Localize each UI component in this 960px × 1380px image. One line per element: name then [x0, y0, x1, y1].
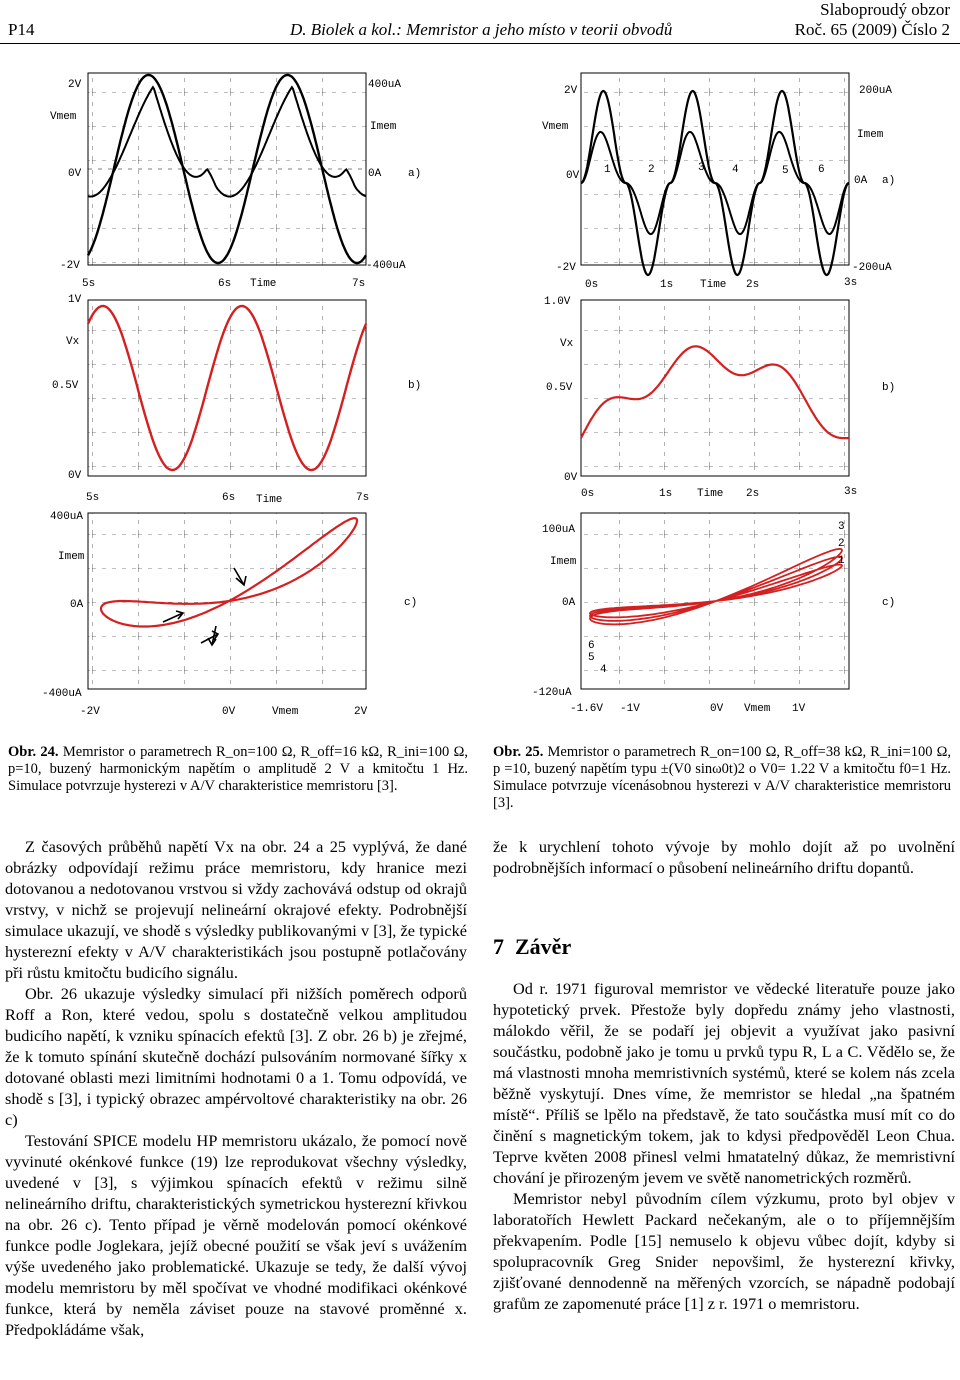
- fig24-b-bot: 0V: [68, 470, 82, 482]
- fig25-b-t2: 1s: [659, 488, 673, 500]
- fig25-b-top: 1.0V: [544, 296, 571, 308]
- fig25-c-n4: 4: [600, 664, 607, 676]
- fig24-a-itop: 400uA: [368, 79, 402, 91]
- fig25-c-x4: 1V: [792, 703, 806, 715]
- fig25-a-tag: a): [882, 175, 896, 187]
- fig25-b-name: Vx: [560, 338, 574, 350]
- section-heading: 7 Závěr: [493, 934, 572, 959]
- fig24-b-tname: Time: [256, 494, 283, 506]
- fig25-a-itop: 200uA: [859, 85, 893, 97]
- running-title: D. Biolek a kol.: Memristor a jeho místo v teorii obvodů: [290, 20, 673, 39]
- fig25-a-t2: 1s: [660, 279, 674, 291]
- fig25-a-t3: 2s: [746, 279, 760, 291]
- fig24-a-tname: Time: [250, 278, 277, 290]
- fig25-a-vbot: -2V: [556, 262, 576, 274]
- fig24-c-tag: c): [404, 597, 418, 609]
- fig24-b-name: Vx: [66, 336, 80, 348]
- fig25-a-vname: Vmem: [542, 121, 569, 133]
- fig24-a-vbot: -2V: [60, 260, 80, 272]
- fig25-c-x1: -1.6V: [570, 703, 604, 715]
- fig24-b-t1: 5s: [86, 492, 100, 504]
- figure-24: [0, 58, 470, 728]
- fig25-a-tname: Time: [700, 279, 727, 291]
- fig25-panel-a: [542, 73, 895, 291]
- fig25-a-n3: 3: [698, 162, 705, 174]
- fig24-c-bot: -400uA: [42, 688, 82, 700]
- page-header: [0, 0, 960, 44]
- fig25-a-n6: 6: [818, 164, 825, 176]
- fig25-b-tag: b): [882, 382, 896, 394]
- fig25-a-n5: 5: [782, 165, 789, 177]
- page-number: P14: [8, 20, 35, 39]
- caption-fig24: [8, 744, 468, 795]
- right-paragraph-2: Od r. 1971 figuroval memristor ve vědecké literatuře pouze jako hypotetický prvek. Přestože byly dopředu známy jeho vlastnosti, málokdo věřil, že se podaří jej objevit a využívat jako pasivní součástku, podobně jako je tomu u prvků typu R, L a C. Vědělo se, že má vlastnosti mnoha memristivních systémů, které se kolem nás zcela běžně vyskytují. Dnes víme, že memristor se hledal „na špatném místě“. Příliš se lpělo na představě, že tato součástka musí mít co do činění s magnetickým tokem, jak to kdysi předpověděl Leon Chua. Teprve květen 2008 přinesl velmi hmatatelný důkaz, že memristivní chování je přirozeným jevem ve světě nanometrických rozměrů.: [493, 979, 955, 1187]
- fig25-a-t1: 0s: [585, 279, 599, 291]
- fig25-c-n6: 6: [588, 640, 595, 652]
- fig24-b-tag: b): [408, 380, 422, 392]
- fig24-a-ibot: -400uA: [366, 260, 406, 272]
- fig25-c-mid: 0A: [562, 597, 576, 609]
- fig25-c-xname: Vmem: [744, 703, 771, 715]
- fig24-panel-c: [42, 511, 417, 718]
- fig25-a-vmid: 0V: [566, 170, 580, 182]
- fig24-a-t1: 5s: [82, 278, 96, 290]
- fig25-c-name: Imem: [550, 556, 577, 568]
- fig25-c-x3: 0V: [710, 703, 724, 715]
- fig24-a-vmid: 0V: [68, 168, 82, 180]
- fig25-c-tag: c): [882, 597, 896, 609]
- caption-fig24-label: Obr. 24.: [8, 744, 59, 760]
- fig25-b-t1: 0s: [581, 488, 595, 500]
- left-column: [5, 836, 467, 1340]
- caption-fig24-text: Memristor o parametrech R_on=100 Ω, R_off=16 kΩ, R_ini=100 Ω, p=10, buzený harmonickým napětím o amplitudě 2 V a kmitočtu 1 Hz. Simulace potvrzuje hysterezi v A/V charakteristice memristoru [3].: [8, 744, 469, 794]
- right-column-2: [493, 978, 955, 1314]
- left-paragraph-3: Testování SPICE modelu HP memristoru ukázalo, že pomocí nově vyvinuté okénkové funkce (19) lze reprodukovat všechny výsledky, uvedené v [3], s výjimkou spínacích efektů v režimu silně nelineárního driftu, charakteristických symetrickou hysterezní křivkou na obr. 26 c). Tento případ je věrně modelován pomocí okénkové funkce podle Joglekara, jejíž obecné použití se však jeví s uvážením výše uvedeného jako problematické. Ukazuje se tedy, že další vývoj modelu memristoru by měl spočívat ve vhodné modifikaci okénkové funkce, která by neměla záviset pouze na stavové proměnné x. Předpokládáme však,: [5, 1131, 467, 1339]
- fig24-a-tag: a): [408, 168, 422, 180]
- fig25-c-x2: -1V: [620, 703, 640, 715]
- fig24-a-vtop: 2V: [68, 79, 82, 91]
- journal-name: Slaboproudý obzor: [820, 0, 950, 19]
- fig24-c-top: 400uA: [50, 511, 84, 523]
- fig25-c-n2: 2: [838, 538, 845, 550]
- fig25-a-n4: 4: [732, 164, 739, 176]
- fig25-a-vtop: 2V: [564, 85, 578, 97]
- fig24-a-imid: 0A: [368, 168, 382, 180]
- journal-issue: Roč. 65 (2009) Číslo 2: [794, 20, 950, 39]
- fig24-c-x1: -2V: [80, 706, 100, 718]
- left-paragraph-2: Obr. 26 ukazuje výsledky simulací při nižších poměrech odporů Roff a Ron, které vedou, spolu s dostatečně velkou amplitudou budicího napětí, k vzniku spínacích efektů [3]. Z obr. 26 b) je zřejmé, že k tomuto spínání skutečně dochází pulsováním normované šířky x dotované oblasti mezi limitními hodnotami 0 a 1. Tomu odpovídá, ve shodě s [3], i typický obrazec ampérvoltové charakteristiky na obr. 26 c): [5, 984, 467, 1129]
- fig25-b-bot: 0V: [564, 472, 578, 484]
- fig25-a-t4: 3s: [844, 277, 858, 289]
- fig24-b-t2: 6s: [222, 492, 236, 504]
- fig25-b-mid: 0.5V: [546, 382, 573, 394]
- fig24-b-mid: 0.5V: [52, 380, 79, 392]
- fig25-a-imid: 0A: [854, 175, 868, 187]
- right-paragraph-3: Memristor nebyl původním cílem výzkumu, proto byl objev v laboratořích Hewlett Packard nečekaným, ale o to příjemnějším překvapením. Podle [15] nemuselo k objevu vůbec dojít, kdyby si spolupracovník Greg Snider nepovšiml, že hysterezní křivky, zjišťované dennodenně na měřených vzorcích, se nápadně podobají grafům ze zapomenuté práce [1] z r. 1971 o memristoru.: [493, 1189, 955, 1313]
- fig24-a-t3: 7s: [352, 278, 366, 290]
- fig25-c-top: 100uA: [542, 524, 576, 536]
- fig24-a-t2: 6s: [218, 278, 232, 290]
- fig24-b-top: 1V: [68, 294, 82, 306]
- fig25-c-n3: 3: [838, 521, 845, 533]
- figure-25: [484, 58, 960, 728]
- fig25-c-n1: 1: [838, 555, 845, 567]
- fig24-c-xname: Vmem: [272, 706, 299, 718]
- caption-fig25: [493, 744, 951, 812]
- fig25-a-n2: 2: [648, 164, 655, 176]
- fig25-a-iname: Imem: [857, 129, 884, 141]
- fig25-a-n1: 1: [604, 164, 611, 176]
- right-paragraph-1: že k urychlení tohoto vývoje by mohlo dojít až po uvolnění podrobnějších informací o působení nelineárního driftu dopantů.: [493, 837, 955, 877]
- right-column: [493, 836, 955, 878]
- fig24-panel-a: [50, 73, 421, 290]
- fig24-c-mid: 0A: [70, 599, 84, 611]
- fig24-c-x2: 0V: [222, 706, 236, 718]
- caption-fig25-label: Obr. 25.: [493, 744, 544, 760]
- fig25-b-t4: 3s: [844, 486, 858, 498]
- fig25-a-ibot: -200uA: [852, 262, 892, 274]
- left-paragraph-1: Z časových průběhů napětí Vx na obr. 24 a 25 vyplývá, že dané obrázky odpovídají režimu práce memristoru, kdy hranice mezi dotovanou a nedotovanou vrstvou si vždy zachovává odstup od okrajů vrstvy, v nichž se projevují nelineární okrajové efekty. Podrobnější simulace ukazují, ve shodě s výsledky publikovanými v [3], že typické hysterezní efekty v A/V charakteristikách jsou postupně potlačovány při růstu kmitočtu budicího signálu.: [5, 837, 467, 982]
- fig24-a-iname: Imem: [370, 121, 397, 133]
- fig25-b-t3: 2s: [746, 488, 760, 500]
- fig24-c-name: Imem: [58, 551, 85, 563]
- fig25-c-bot: -120uA: [532, 687, 572, 699]
- fig25-c-n5: 5: [588, 652, 595, 664]
- fig24-b-t3: 7s: [356, 492, 370, 504]
- fig25-panel-c: [532, 513, 895, 715]
- fig25-b-tname: Time: [697, 488, 724, 500]
- fig24-panel-b: [52, 294, 421, 506]
- fig24-c-x3: 2V: [354, 706, 368, 718]
- fig25-panel-b: [544, 296, 895, 500]
- header-rule: [0, 43, 960, 44]
- fig24-a-vname: Vmem: [50, 111, 77, 123]
- caption-fig25-text: Memristor o parametrech R_on=100 Ω, R_off=38 kΩ, R_ini=100 Ω, p =10, buzený napětím typu ±(V0 sinω0t)2 o V0= 1.22 V a kmitočtu f0=1 Hz. Simulace potvrzuje vícenásobnou hysterezi v A/V charakteristice memristoru [3].: [493, 744, 952, 811]
